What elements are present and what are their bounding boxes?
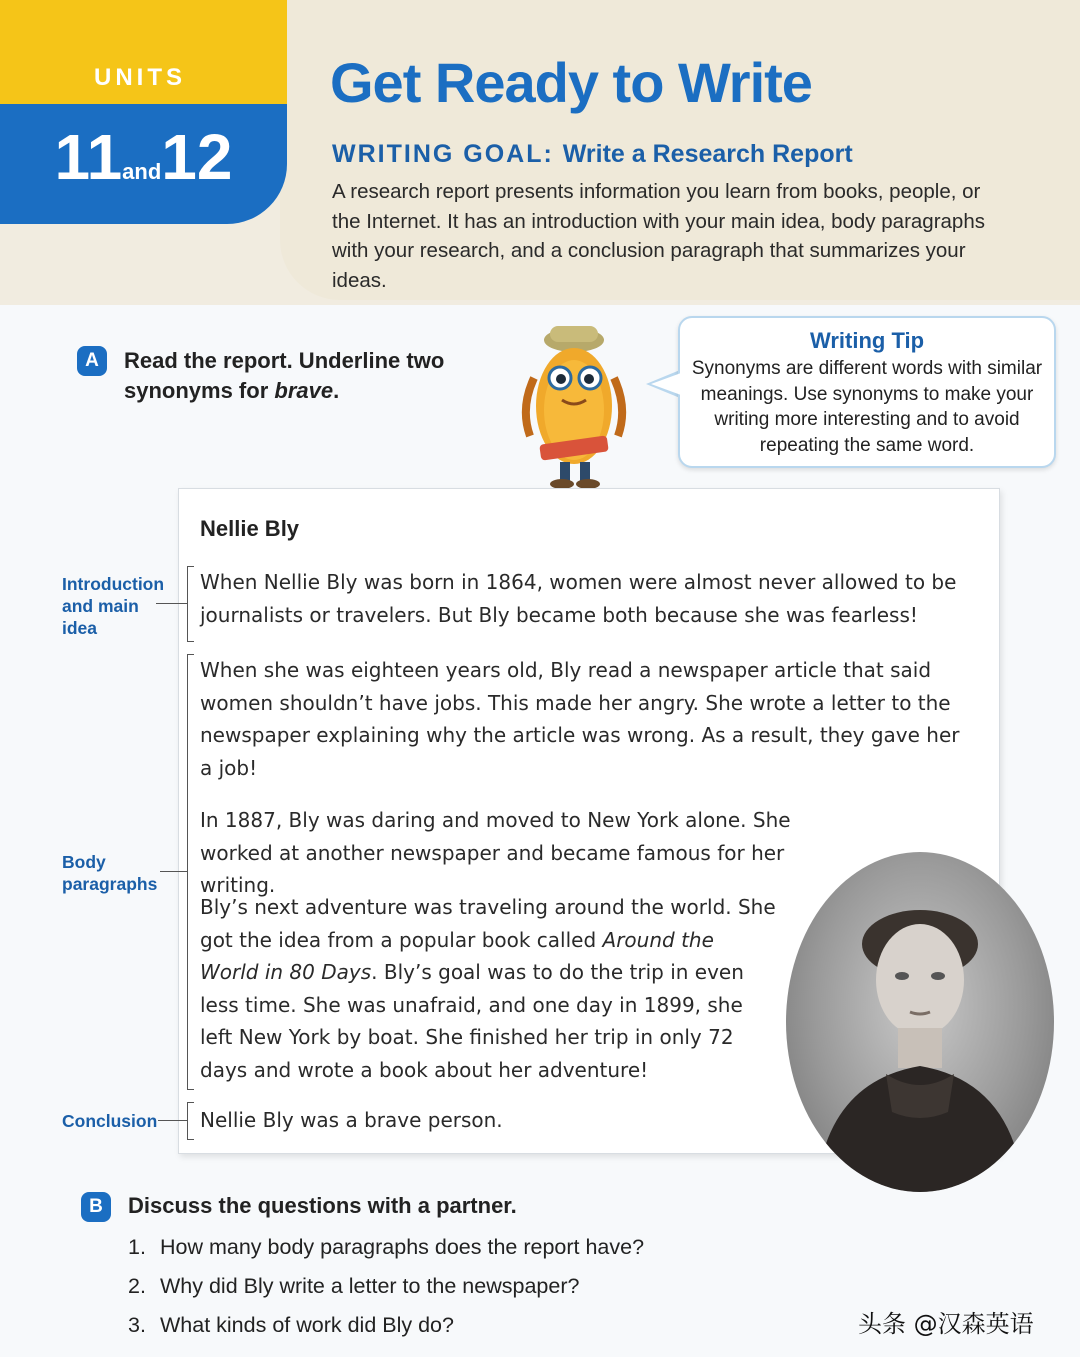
section-b-instruction: Discuss the questions with a partner. <box>128 1193 517 1218</box>
unit-end: 12 <box>161 121 233 193</box>
question-item: 1. How many body paragraphs does the report have? <box>128 1235 645 1259</box>
unit-and: and <box>122 159 162 184</box>
report-title: Nellie Bly <box>200 516 300 541</box>
unit-start: 11 <box>54 121 123 193</box>
section-b-badge: B <box>81 1192 111 1222</box>
portrait-figure <box>786 852 1054 1192</box>
label-body-paragraphs: Body paragraphs <box>62 852 158 894</box>
body-connector <box>160 871 187 872</box>
page-title: Get Ready to Write <box>330 51 812 114</box>
body-bracket <box>187 654 194 1090</box>
writing-tip-text: Synonyms are different words with similar meanings. Use synonyms to make your writing more interesting and to avoid repeating the same word. <box>691 358 1043 456</box>
portrait-photo <box>786 852 1054 1192</box>
mascot-illustration <box>510 318 640 493</box>
question-item: 2. Why did Bly write a letter to the newspaper? <box>128 1274 580 1298</box>
intro-bracket <box>187 566 194 642</box>
book-title: Around the World in 80 Days <box>200 927 714 984</box>
goal-prefix: WRITING GOAL: <box>332 140 554 168</box>
report-body-paragraph-1: When she was eighteen years old, Bly read a newspaper article that said women shouldn’t have jobs. This made her angry. She wrote a letter to the newspaper explaining why the article was wrong. As a result, they gave her a job! <box>200 658 960 780</box>
watermark: 头条 @汉森英语 <box>858 1310 1034 1338</box>
writing-tip-title: Writing Tip <box>809 328 925 353</box>
section-a-badge: A <box>77 346 107 376</box>
section-a-instruction <box>124 346 484 406</box>
label-introduction: Introduction and main idea <box>62 574 165 638</box>
instruction-end: . <box>333 378 340 403</box>
tip-pointer-inner <box>651 373 681 395</box>
report-conclusion-paragraph: Nellie Bly was a brave person. <box>200 1108 503 1132</box>
question-item: 3. What kinds of work did Bly do? <box>128 1313 454 1337</box>
instruction-word: brave <box>274 378 334 403</box>
conclusion-connector <box>158 1120 187 1121</box>
instruction-text: Read the report. Underline two synonyms for <box>124 348 445 403</box>
report-intro-paragraph: When Nellie Bly was born in 1864, women were almost never allowed to be journalists or travelers. But Bly became both because she was fearless! <box>200 570 957 627</box>
unit-numbers <box>0 120 287 209</box>
conclusion-bracket <box>187 1102 194 1140</box>
goal-title: Write a Research Report <box>562 140 853 168</box>
question-list <box>128 1228 644 1345</box>
body3-part-a: Bly’s next adventure was traveling around the world. She got the idea from a popular book called <box>200 895 776 952</box>
units-label: UNITS <box>94 64 186 91</box>
report-body-paragraph-2: In 1887, Bly was daring and moved to New York alone. She worked at another newspaper and became famous for her writing. <box>200 808 791 897</box>
writing-goal-heading <box>332 140 853 169</box>
label-conclusion: Conclusion <box>62 1111 158 1131</box>
report-body-paragraph-3 <box>200 891 778 1086</box>
goal-description: A research report presents information you learn from books, people, or the Internet. It has an introduction with your main idea, body paragraphs with your research, and a conclusion paragraph that summarizes your ideas. <box>332 180 985 292</box>
body3-part-b: . Bly’s goal was to do the trip in even less time. She was unafraid, and one day in 1899, she left New York by boat. She finished her trip in only 72 days and wrote a book about her adventure! <box>200 960 744 1082</box>
